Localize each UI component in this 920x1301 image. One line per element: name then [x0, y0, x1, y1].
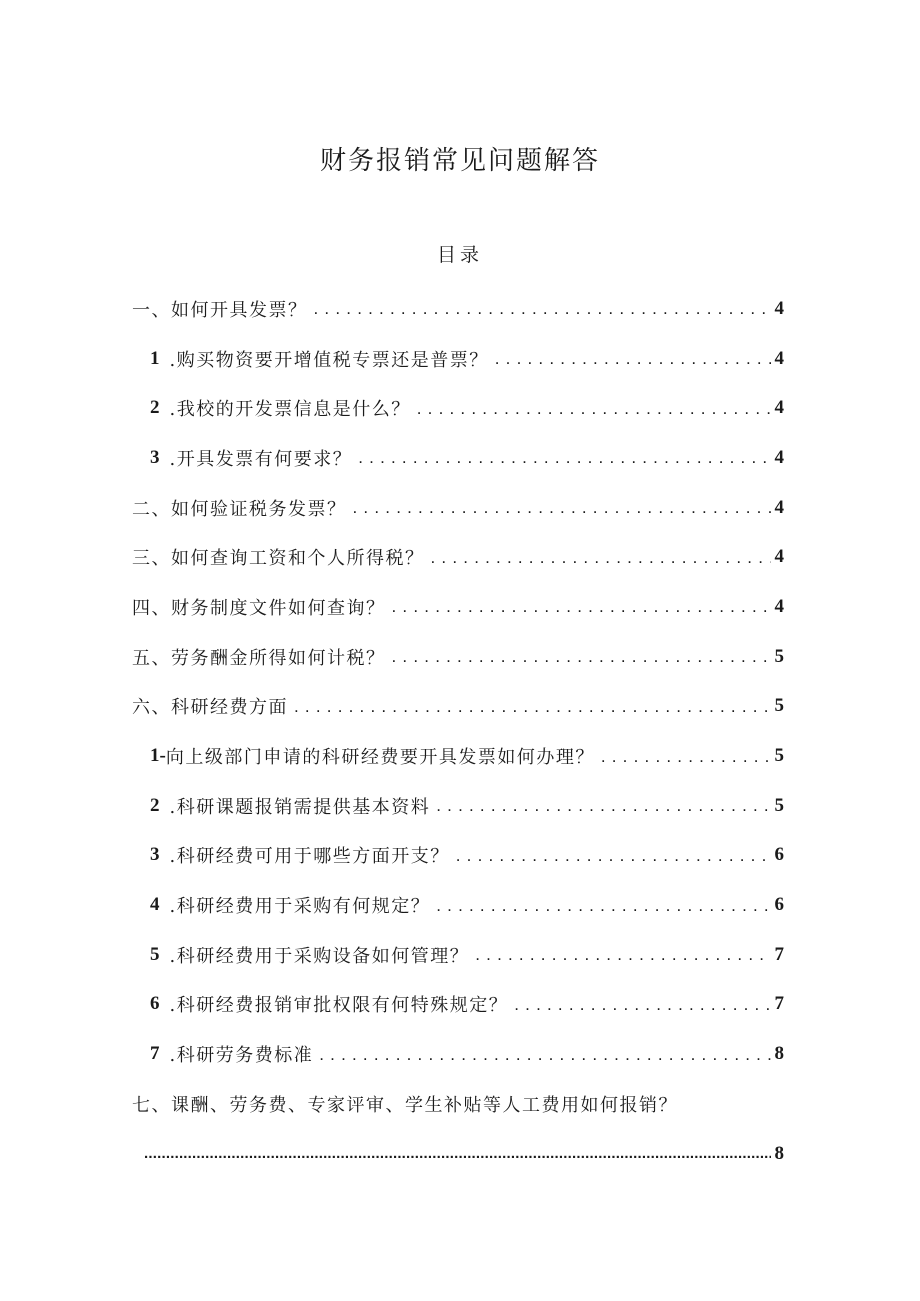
toc-leader-dots — [431, 549, 771, 566]
toc-entry-number: 2 — [150, 794, 160, 816]
toc-entry-2[interactable] — [132, 483, 784, 533]
toc-entry-1-2[interactable] — [132, 383, 784, 433]
toc-entry-6-6[interactable] — [132, 980, 784, 1030]
toc-leader-dots — [392, 648, 771, 665]
toc-entry-number: 1- — [150, 745, 166, 767]
toc-page-number: 4 — [774, 446, 784, 468]
document-title: 财务报销常见问题解答 — [319, 146, 600, 176]
toc-page-number: 5 — [774, 645, 784, 667]
toc-entry-4[interactable] — [132, 582, 784, 632]
toc-entry-6[interactable] — [132, 682, 784, 732]
toc-entry-5[interactable] — [132, 632, 784, 682]
toc-entry-label: .科研经费用于采购有何规定？ — [169, 896, 431, 918]
toc-leader-dots — [294, 698, 771, 715]
toc-page-number: 5 — [774, 745, 784, 767]
toc-entry-1[interactable] — [132, 284, 784, 334]
toc-entry-6-2[interactable] — [132, 781, 784, 831]
toc-entry-6-5[interactable] — [132, 930, 784, 980]
toc-page-number: 5 — [774, 695, 784, 717]
toc-entry-7[interactable] — [132, 1079, 784, 1129]
toc-entry-label: 五、劳务酬金所得如何计税？ — [132, 647, 386, 669]
toc-leader-dots — [319, 1046, 770, 1063]
toc-entry-3[interactable] — [132, 532, 784, 582]
toc-entry-1-1[interactable] — [132, 334, 784, 384]
toc-leader-dots — [495, 350, 771, 367]
toc-entry-number: 5 — [150, 943, 160, 965]
toc-entry-label: .科研经费报销审批权限有何特殊规定？ — [169, 995, 509, 1017]
toc-page-number: 7 — [774, 993, 784, 1015]
toc-page-number: 8 — [774, 1043, 784, 1065]
toc-entry-number: 7 — [150, 1043, 160, 1065]
toc-entry-label: .科研课题报销需提供基本资料 — [169, 796, 431, 818]
toc-entry-label: 三、如何查询工资和个人所得税？ — [132, 548, 425, 570]
toc-entry-label: 四、财务制度文件如何查询？ — [132, 597, 386, 619]
toc-entry-label: 一、如何开具发票？ — [132, 299, 308, 321]
toc-entry-label: 二、如何验证税务发票？ — [132, 498, 347, 520]
toc-page-number: 6 — [774, 894, 784, 916]
toc-entry-6-7[interactable] — [132, 1029, 784, 1079]
toc-page-number: 7 — [774, 943, 784, 965]
toc-leader-dots — [358, 449, 770, 466]
toc-leader-dots — [417, 400, 771, 417]
toc-entry-label: 七、课酬、劳务费、专家评审、学生补贴等人工费用如何报销？ — [132, 1094, 678, 1116]
toc-entry-label: 六、科研经费方面 — [132, 697, 288, 719]
toc-page-number: 4 — [774, 297, 784, 319]
toc-entry-label: 向上级部门申请的科研经费要开具发票如何办理？ — [165, 747, 595, 769]
toc-entry-number: 4 — [150, 894, 160, 916]
toc-leader-dots — [436, 797, 770, 814]
toc-page-number: 4 — [774, 595, 784, 617]
toc-page-number: 4 — [774, 546, 784, 568]
toc-entry-label: .科研经费可用于哪些方面开支？ — [169, 846, 450, 868]
toc-entry-label: .开具发票有何要求？ — [169, 448, 353, 470]
toc-leader-dots — [456, 847, 771, 864]
table-of-contents — [132, 284, 784, 1178]
toc-leader-dots — [436, 897, 770, 914]
toc-entry-1-3[interactable] — [132, 433, 784, 483]
toc-heading: 目录 — [436, 244, 483, 266]
toc-entry-label: .科研劳务费标准 — [169, 1045, 314, 1067]
toc-page-number: 8 — [774, 1142, 784, 1164]
toc-entry-number: 3 — [150, 446, 160, 468]
toc-page-number: 4 — [774, 496, 784, 518]
toc-entry-6-4[interactable] — [132, 880, 784, 930]
toc-entry-number: 6 — [150, 993, 160, 1015]
toc-leader-dots — [392, 598, 771, 615]
toc-page-number: 4 — [774, 347, 784, 369]
toc-leader-dots — [314, 300, 771, 317]
toc-entry-number: 3 — [150, 844, 160, 866]
toc-page-number: 4 — [774, 397, 784, 419]
toc-leader-dots — [144, 1146, 771, 1161]
toc-page-number: 5 — [774, 794, 784, 816]
toc-entry-label: .科研经费用于采购设备如何管理？ — [169, 945, 470, 967]
toc-leader-dots — [514, 996, 770, 1013]
toc-leader-dots — [475, 946, 770, 963]
toc-entry-label: .购买物资要开增值税专票还是普票？ — [169, 349, 489, 371]
toc-entry-6-3[interactable] — [132, 831, 784, 881]
toc-leader-dots — [353, 499, 771, 516]
toc-entry-7-leader[interactable] — [132, 1129, 784, 1179]
toc-entry-number: 2 — [150, 397, 160, 419]
toc-leader-dots — [601, 748, 771, 765]
toc-page-number: 6 — [774, 844, 784, 866]
toc-entry-number: 1 — [150, 347, 160, 369]
toc-entry-6-1[interactable] — [132, 731, 784, 781]
toc-entry-label: .我校的开发票信息是什么？ — [169, 399, 411, 421]
